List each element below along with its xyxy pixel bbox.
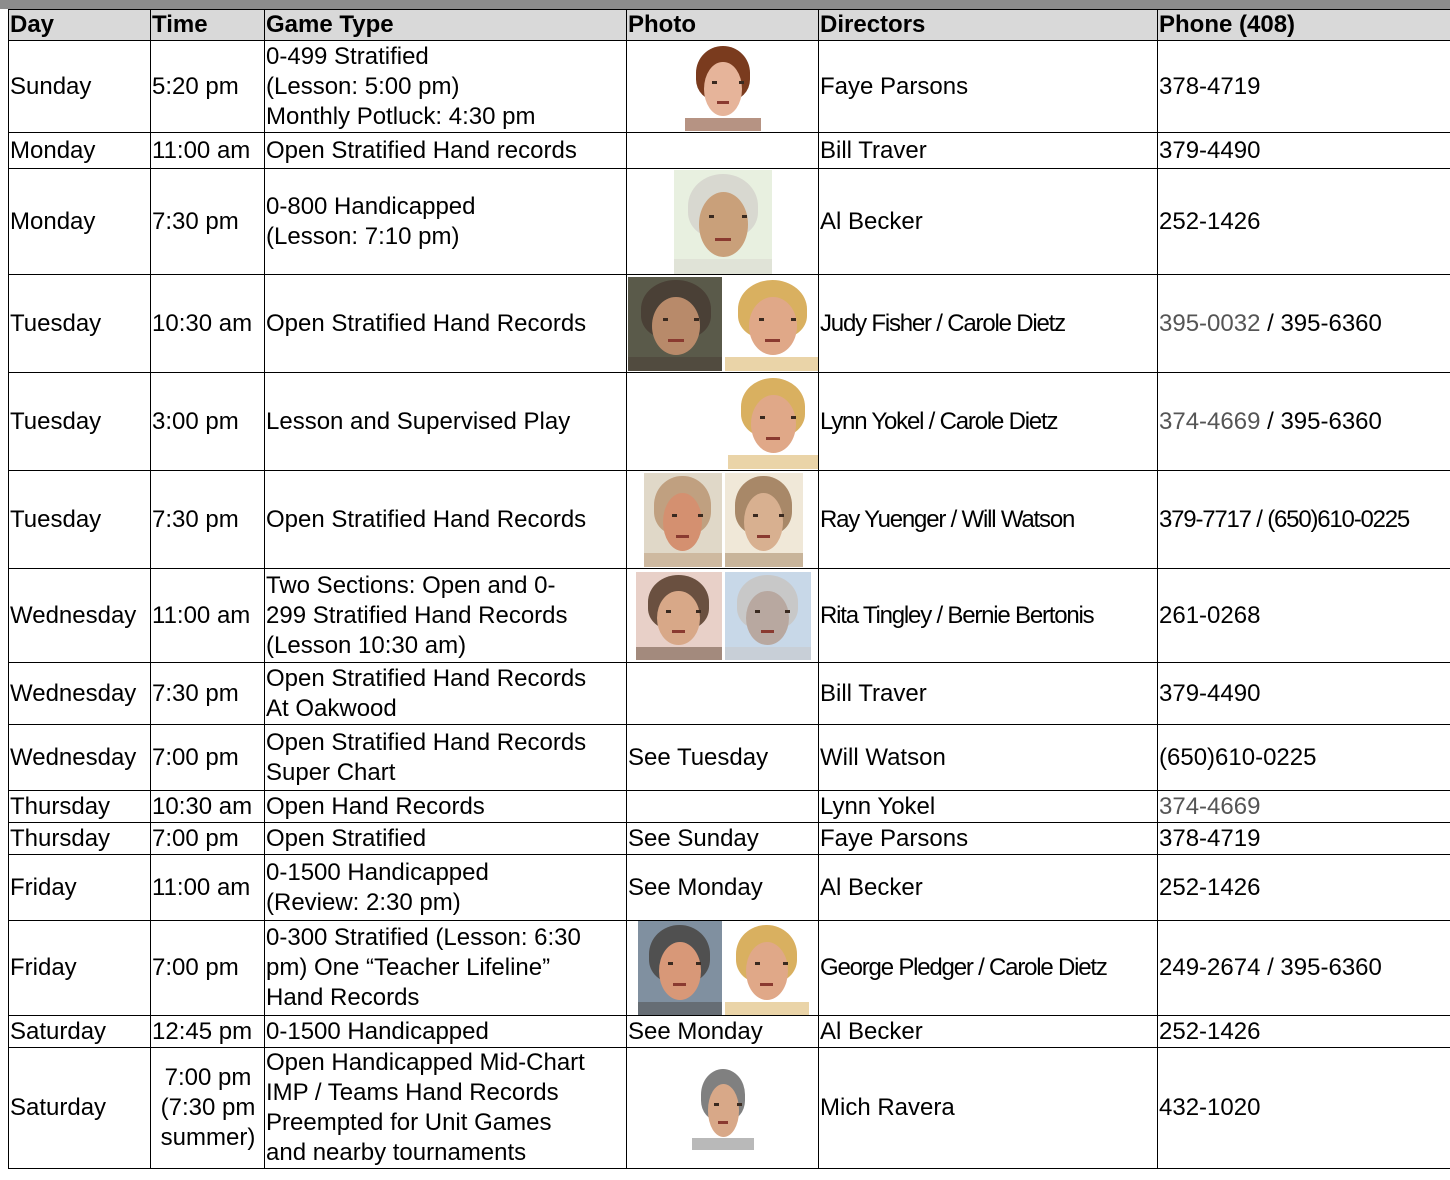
cell-photo [627, 921, 819, 1016]
cell-time [151, 921, 265, 1016]
cell-directors: Bill Traver [819, 663, 1158, 725]
photo-mouth [668, 339, 683, 342]
table-row [9, 921, 1450, 1016]
director-photo [725, 473, 803, 567]
game-line: Monthly Potluck: 4:30 pm [266, 102, 536, 130]
cell-phone [1158, 1048, 1450, 1169]
director-photo [728, 375, 818, 469]
cell-time [151, 823, 265, 855]
table-row [9, 41, 1450, 133]
time-line: 7:30 pm [152, 679, 239, 707]
schedule-body [9, 41, 1450, 1169]
photo-mouth [766, 437, 780, 440]
cell-time [151, 855, 265, 921]
photo-eyes [666, 610, 700, 613]
cell-photo [627, 133, 819, 169]
cell-game-type [265, 569, 627, 663]
photo-group [628, 1066, 818, 1150]
photo-face [749, 297, 797, 355]
cell-directors: Mich Ravera [819, 1048, 1158, 1169]
photo-shoulders [685, 118, 761, 130]
director-photo [638, 921, 722, 1015]
cell-phone [1158, 569, 1450, 663]
cell-time [151, 471, 265, 569]
cell-day: Monday [9, 169, 151, 275]
photo-face [663, 493, 702, 551]
cell-game-type [265, 373, 627, 471]
photo-face [699, 192, 748, 256]
cell-game-type [265, 169, 627, 275]
game-line: Open Stratified [266, 824, 427, 852]
game-line: Open Stratified Hand Records [266, 664, 587, 692]
photo-mouth [717, 101, 729, 104]
cell-time [151, 569, 265, 663]
time-line: 12:45 pm [152, 1017, 253, 1045]
photo-face [652, 297, 700, 355]
cell-time [151, 1016, 265, 1048]
photo-eyes [712, 81, 743, 84]
cell-directors: Faye Parsons [819, 823, 1158, 855]
phone-number: / 395-6360 [1260, 407, 1382, 435]
cell-photo: See Monday [627, 855, 819, 921]
cell-directors: Bill Traver [819, 133, 1158, 169]
photo-face [746, 591, 789, 646]
director-photo [725, 277, 819, 371]
game-line: Open Handicapped Mid-Chart [266, 1049, 585, 1076]
photo-group [628, 921, 818, 1015]
game-line: Lesson and Supervised Play [266, 407, 571, 435]
photo-mouth [757, 535, 769, 538]
cell-photo: See Sunday [627, 823, 819, 855]
photo-eyes [759, 318, 796, 321]
phone-number: 249-2674 / 395-6360 [1159, 954, 1382, 981]
table-row [9, 133, 1450, 169]
cell-phone [1158, 275, 1450, 373]
cell-time [151, 663, 265, 725]
cell-time [151, 275, 265, 373]
photo-group [628, 473, 818, 567]
cell-game-type [265, 725, 627, 791]
photo-group [628, 43, 818, 131]
cell-game-type [265, 921, 627, 1016]
cell-photo [627, 1048, 819, 1169]
director-photo [644, 473, 722, 567]
cell-day: Saturday [9, 1048, 151, 1169]
phone-number: 379-7717 / (650)610-0225 [1159, 505, 1410, 533]
time-line: 7:30 pm [152, 505, 239, 533]
time-line: 5:20 pm [152, 72, 239, 100]
cell-photo [627, 275, 819, 373]
photo-eyes [714, 1103, 741, 1106]
game-line: Hand Records [266, 984, 420, 1011]
photo-shoulders [725, 357, 819, 370]
photo-shoulders [728, 455, 818, 468]
game-line: 299 Stratified Hand Records [266, 601, 568, 629]
photo-group [628, 170, 818, 274]
game-line: Super Chart [266, 758, 396, 786]
photo-eyes [663, 318, 700, 321]
photo-mouth [760, 983, 773, 986]
cell-phone [1158, 169, 1450, 275]
game-line: IMP / Teams Hand Records [266, 1079, 559, 1106]
cell-game-type [265, 41, 627, 133]
game-line: Open Stratified Hand records [266, 136, 577, 164]
cell-directors: Al Becker [819, 169, 1158, 275]
photo-group [628, 277, 818, 371]
cell-directors: George Pledger / Carole Dietz [819, 921, 1158, 1016]
time-line: summer) [160, 1124, 256, 1151]
cell-phone [1158, 855, 1450, 921]
table-row [9, 471, 1450, 569]
photo-eyes [672, 514, 704, 517]
cell-phone [1158, 921, 1450, 1016]
director-photo [725, 921, 809, 1015]
photo-group [628, 572, 818, 660]
game-line: Open Stratified Hand Records [266, 505, 587, 533]
photo-eyes [755, 962, 789, 965]
col-header-game-type: Game Type [265, 10, 627, 41]
cell-phone [1158, 373, 1450, 471]
photo-mouth [672, 630, 686, 633]
table-row [9, 569, 1450, 663]
cell-phone [1158, 1016, 1450, 1048]
time-line: 7:00 pm [152, 954, 239, 981]
table-row [9, 823, 1450, 855]
phone-number: 252-1426 [1159, 207, 1261, 235]
photo-mouth [676, 535, 688, 538]
game-line: (Lesson: 7:10 pm) [266, 222, 460, 250]
photo-eyes [760, 416, 795, 419]
photo-face [746, 942, 788, 1000]
cell-photo [627, 569, 819, 663]
cell-photo [627, 373, 819, 471]
director-photo [692, 1066, 754, 1150]
col-header-photo: Photo [627, 10, 819, 41]
time-line: 7:00 pm [164, 1064, 252, 1091]
cell-photo [627, 471, 819, 569]
cell-game-type [265, 1016, 627, 1048]
phone-number: 261-0268 [1159, 601, 1261, 629]
photo-group [628, 375, 818, 469]
game-line: (Lesson 10:30 am) [266, 631, 467, 659]
game-line: (Lesson: 5:00 pm) [266, 72, 460, 100]
game-line: 0-499 Stratified [266, 42, 429, 70]
cell-phone [1158, 725, 1450, 791]
table-row [9, 725, 1450, 791]
cell-game-type [265, 133, 627, 169]
cell-game-type [265, 823, 627, 855]
cell-game-type [265, 1048, 627, 1169]
table-row [9, 855, 1450, 921]
cell-game-type [265, 791, 627, 823]
cell-day: Wednesday [9, 663, 151, 725]
photo-shoulders [638, 1002, 722, 1015]
phone-number: 379-4490 [1159, 136, 1261, 164]
phone-number: (650)610-0225 [1159, 743, 1317, 771]
phone-number: 395-0032 [1159, 309, 1261, 337]
cell-photo [627, 41, 819, 133]
cell-day: Monday [9, 133, 151, 169]
photo-face [659, 942, 701, 1000]
phone-number: 432-1020 [1159, 1094, 1261, 1121]
cell-time [151, 725, 265, 791]
director-photo [725, 572, 811, 660]
title-banner [0, 0, 1450, 9]
table-row [9, 169, 1450, 275]
cell-directors: Judy Fisher / Carole Dietz [819, 275, 1158, 373]
photo-face [744, 493, 783, 551]
phone-number: 374-4669 [1159, 792, 1261, 820]
photo-eyes [709, 215, 746, 218]
cell-day: Sunday [9, 41, 151, 133]
game-line: 0-800 Handicapped [266, 192, 476, 220]
game-line: 0-300 Stratified (Lesson: 6:30 [266, 924, 581, 951]
director-photo [674, 170, 772, 274]
cell-phone [1158, 471, 1450, 569]
photo-shoulders [636, 647, 722, 659]
cell-day: Friday [9, 855, 151, 921]
game-line: pm) One “Teacher Lifeline” [266, 954, 551, 981]
photo-shoulders [725, 1002, 809, 1015]
photo-shoulders [692, 1138, 754, 1150]
cell-day: Tuesday [9, 373, 151, 471]
col-header-phone: Phone (408) [1158, 10, 1450, 41]
game-line: 0-1500 Handicapped [266, 858, 489, 886]
cell-directors: Al Becker [819, 1016, 1158, 1048]
cell-day: Thursday [9, 823, 151, 855]
time-line: (7:30 pm [160, 1094, 256, 1121]
cell-day: Tuesday [9, 471, 151, 569]
cell-photo: See Tuesday [627, 725, 819, 791]
col-header-directors: Directors [819, 10, 1158, 41]
game-line: Open Stratified Hand Records [266, 309, 587, 337]
photo-shoulders [725, 647, 811, 659]
photo-shoulders [644, 553, 722, 566]
cell-directors: Ray Yuenger / Will Watson [819, 471, 1158, 569]
cell-day: Friday [9, 921, 151, 1016]
cell-time [151, 791, 265, 823]
time-line: 10:30 am [152, 309, 253, 337]
cell-game-type [265, 471, 627, 569]
phone-number: 378-4719 [1159, 824, 1261, 852]
col-header-day: Day [9, 10, 151, 41]
cell-game-type [265, 275, 627, 373]
director-photo [636, 572, 722, 660]
cell-time [151, 41, 265, 133]
cell-day: Wednesday [9, 569, 151, 663]
cell-time [151, 169, 265, 275]
col-header-time: Time [151, 10, 265, 41]
phone-number: 378-4719 [1159, 72, 1261, 100]
time-line: 11:00 am [152, 873, 251, 901]
game-line: Open Hand Records [266, 792, 485, 820]
cell-game-type [265, 855, 627, 921]
cell-day: Thursday [9, 791, 151, 823]
phone-number: 252-1426 [1159, 1017, 1261, 1045]
photo-mouth [718, 1121, 728, 1124]
game-line: Two Sections: Open and 0- [266, 571, 556, 599]
cell-phone [1158, 823, 1450, 855]
table-row [9, 1048, 1450, 1169]
photo-face [657, 591, 700, 646]
cell-photo: See Monday [627, 1016, 819, 1048]
cell-game-type [265, 663, 627, 725]
director-photo [628, 277, 722, 371]
photo-mouth [761, 630, 775, 633]
phone-number: 252-1426 [1159, 873, 1261, 901]
photo-mouth [765, 339, 780, 342]
photo-shoulders [628, 357, 722, 370]
cell-time [151, 1048, 265, 1169]
cell-directors: Al Becker [819, 855, 1158, 921]
game-line: At Oakwood [266, 694, 397, 722]
table-row [9, 1016, 1450, 1048]
game-line: 0-1500 Handicapped [266, 1017, 489, 1045]
photo-shoulders [674, 259, 772, 274]
time-line: 10:30 am [152, 792, 253, 820]
photo-eyes [753, 514, 785, 517]
cell-directors: Lynn Yokel [819, 791, 1158, 823]
cell-day: Wednesday [9, 725, 151, 791]
game-line: Preempted for Unit Games [266, 1109, 552, 1136]
header-row [9, 10, 1450, 41]
cell-phone [1158, 791, 1450, 823]
cell-directors: Faye Parsons [819, 41, 1158, 133]
cell-time [151, 133, 265, 169]
cell-directors: Will Watson [819, 725, 1158, 791]
cell-phone [1158, 663, 1450, 725]
time-line: 3:00 pm [152, 407, 239, 435]
photo-eyes [755, 610, 789, 613]
table-row [9, 373, 1450, 471]
photo-face [708, 1084, 739, 1136]
director-photo [685, 43, 761, 131]
photo-shoulders [725, 553, 803, 566]
photo-face [704, 62, 742, 117]
time-line: 7:00 pm [152, 743, 239, 771]
photo-mouth [715, 238, 731, 241]
time-line: 11:00 am [152, 136, 251, 164]
photo-eyes [668, 962, 702, 965]
cell-time [151, 373, 265, 471]
table-row [9, 275, 1450, 373]
time-line: 7:30 pm [152, 207, 239, 235]
cell-phone [1158, 133, 1450, 169]
time-line: 11:00 am [152, 601, 251, 629]
game-line: Open Stratified Hand Records [266, 728, 587, 756]
phone-number: 379-4490 [1159, 679, 1261, 707]
game-line: (Review: 2:30 pm) [266, 888, 461, 916]
phone-number: 374-4669 [1159, 407, 1261, 435]
time-line: 7:00 pm [152, 824, 239, 852]
cell-phone [1158, 41, 1450, 133]
cell-directors: Rita Tingley / Bernie Bertonis [819, 569, 1158, 663]
cell-day: Tuesday [9, 275, 151, 373]
cell-directors: Lynn Yokel / Carole Dietz [819, 373, 1158, 471]
game-line: and nearby tournaments [266, 1139, 527, 1166]
cell-photo [627, 169, 819, 275]
schedule-table [8, 9, 1450, 1169]
photo-face [751, 395, 796, 453]
cell-photo [627, 663, 819, 725]
photo-mouth [673, 983, 686, 986]
cell-photo [627, 791, 819, 823]
cell-day: Saturday [9, 1016, 151, 1048]
phone-number: / 395-6360 [1260, 309, 1382, 337]
table-row [9, 791, 1450, 823]
table-row [9, 663, 1450, 725]
